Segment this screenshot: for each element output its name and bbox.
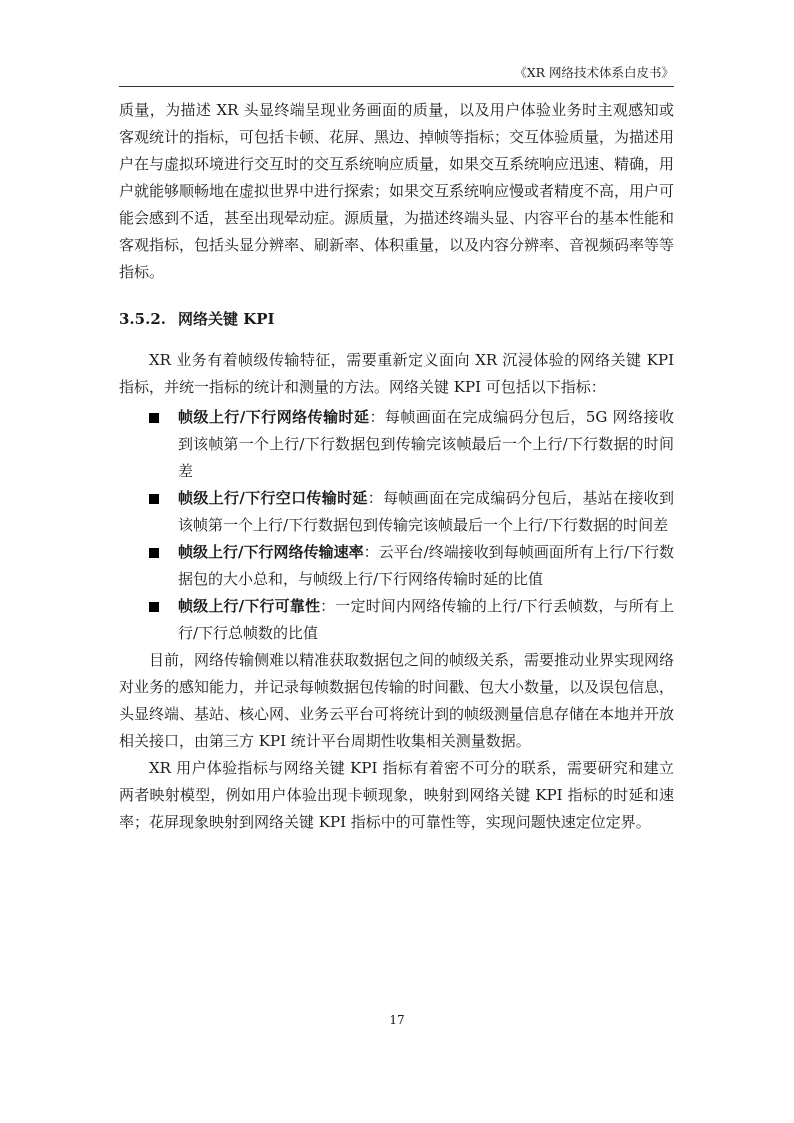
kpi-bullet-item	[119, 404, 674, 485]
kpi-bullet-item	[119, 593, 674, 647]
kpi-term: 帧级上行/下行网络传输时延	[178, 408, 370, 426]
header-rule	[119, 86, 674, 87]
paragraph-quality-metrics: 质量，为描述 XR 头显终端呈现业务画面的质量，以及用户体验业务时主观感知或客观统计的指标，可包括卡顿、花屏、黑边、掉帧等指标；交互体验质量，为描述用户在与虚拟环境进行交互时的交互系统响应质量，如果交互系统响应迅速、精确，用户就能够顺畅地在虚拟世界中进行探索；如果交互系统响应慢或者精度不高，用户可能会感到不适，甚至出现晕动症。源质量，为描述终端头显、内容平台的基本性能和客观指标，包括头显分辨率、刷新率、体积重量，以及内容分辨率、音视频码率等等指标。	[119, 101, 675, 281]
page-number: 17	[389, 1013, 405, 1027]
kpi-description: ：每帧画面在完成编码分包后，5G 网络接收到该帧第一个上行/下行数据包到传输完该帧最后一个上行/下行数据的时间差	[178, 408, 675, 480]
square-bullet-icon	[149, 602, 159, 612]
square-bullet-icon	[149, 494, 159, 504]
kpi-term: 帧级上行/下行可靠性	[178, 597, 321, 615]
section-title: 网络关键 KPI	[177, 310, 275, 328]
kpi-bullet-item	[119, 485, 674, 539]
square-bullet-icon	[149, 548, 159, 558]
paragraph-measurement: 目前，网络传输侧难以精准获取数据包之间的帧级关系，需要推动业界实现网络对业务的感知能力，并记录每帧数据包传输的时间戳、包大小数量，以及误包信息，头显终端、基站、核心网、业务云平台可将统计到的帧级测量信息存储在本地并开放相关接口，由第三方 KPI 统计平台周期性收集相关测量数据。	[119, 651, 675, 750]
section-number: 3.5.2.	[119, 310, 166, 328]
paragraph-mapping-model: XR 用户体验指标与网络关键 KPI 指标有着密不可分的联系，需要研究和建立两者映射模型，例如用户体验出现卡顿现象，映射到网络关键 KPI 指标的时延和速率；花屏现象映射到网络关键 KPI 指标中的可靠性等，实现问题快速定位定界。	[119, 759, 674, 831]
page-body	[119, 97, 674, 836]
kpi-description: ：每帧画面在完成编码分包后，基站在接收到该帧第一个上行/下行数据包到传输完该帧最后一个上行/下行数据的时间差	[178, 489, 674, 534]
kpi-bullet-item	[119, 539, 674, 593]
kpi-term: 帧级上行/下行空口传输时延	[178, 489, 368, 507]
kpi-term: 帧级上行/下行网络传输速率	[178, 543, 364, 561]
section-heading	[119, 306, 674, 333]
kpi-description: ：云平台/终端接收到每帧画面所有上行/下行数据包的大小总和，与帧级上行/下行网络传输时延的比值	[178, 543, 674, 588]
running-header: 《XR 网络技术体系白皮书》	[514, 65, 674, 80]
square-bullet-icon	[149, 413, 159, 423]
kpi-description: ：一定时间内网络传输的上行/下行丢帧数，与所有上行/下行总帧数的比值	[178, 597, 674, 642]
kpi-bullet-list	[119, 404, 674, 647]
paragraph-kpi-intro: XR 业务有着帧级传输特征，需要重新定义面向 XR 沉浸体验的网络关键 KPI 指标，并统一指标的统计和测量的方法。网络关键 KPI 可包括以下指标：	[119, 351, 674, 396]
